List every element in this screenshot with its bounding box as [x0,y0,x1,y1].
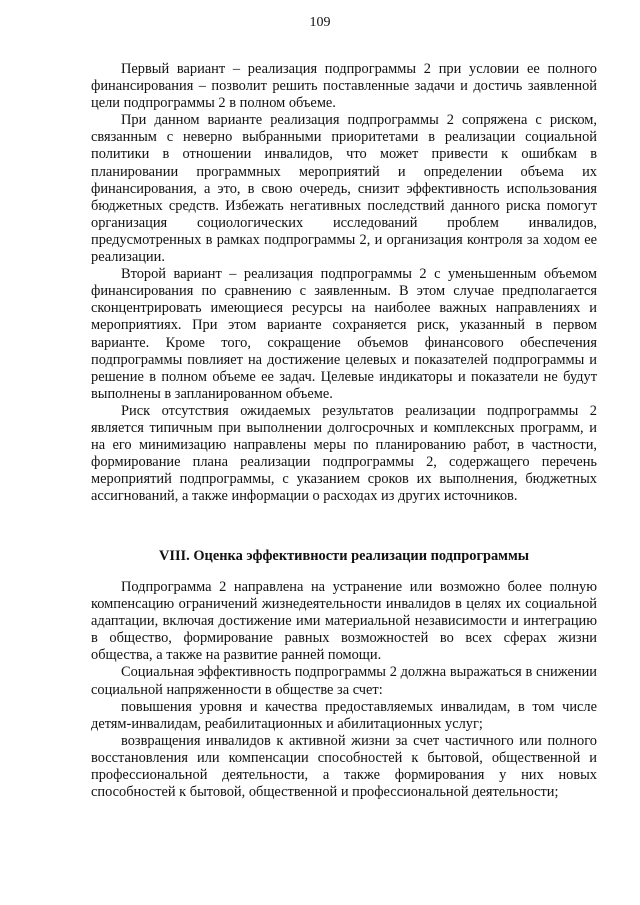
section-heading: VIII. Оценка эффективности реализации подпрограммы [158,548,530,564]
paragraph: При данном варианте реализация подпрограммы 2 сопряжена с риском, связанным с неверно выбранными приоритетами в реализации социальной политики в отношении инвалидов, что может привести к ошибкам в планировании программных мероприятий и определении объема их финансирования, а это, в свою очередь, снизит эффективность использования бюджетных средств. Избежать негативных последствий данного риска помогут организация социологических исследований проблем инвалидов, предусмотренных в рамках подпрограммы 2, и организация контроля за ходом ее реализации. [91,112,597,266]
body-text-top [91,61,597,505]
paragraph: Подпрограмма 2 направлена на устранение или возможно более полную компенсацию ограничений жизнедеятельности инвалидов в целях их социальной адаптации, включая достижение ими материальной независимости и интеграцию в общество, формирование равных возможностей во всех сферах жизни общества, а также на развитие ранней помощи. [91,579,597,664]
body-text-bottom [91,579,597,801]
paragraph: Социальная эффективность подпрограммы 2 должна выражаться в снижении социальной напряженности в обществе за счет: [91,664,597,698]
list-item: повышения уровня и качества предоставляемых инвалидам, в том числе детям-инвалидам, реабилитационных и абилитационных услуг; [91,698,597,732]
paragraph: Первый вариант – реализация подпрограммы 2 при условии ее полного финансирования – позволит решить поставленные задачи и достичь заявленной цели подпрограммы 2 в полном объеме. [91,61,597,112]
list-item: возвращения инвалидов к активной жизни за счет частичного или полного восстановления или компенсации способностей к бытовой, общественной и профессиональной деятельности, а также формирования у них новых способностей к бытовой, общественной и профессиональной деятельности; [91,732,597,801]
paragraph: Риск отсутствия ожидаемых результатов реализации подпрограммы 2 является типичным при выполнении долгосрочных и комплексных программ, и на его минимизацию направлены меры по планированию работ, в частности, формирование плана реализации подпрограммы 2, содержащего перечень мероприятий подпрограммы, с указанием сроков их выполнения, бюджетных ассигнований, а также информации о расходах из других источников. [91,402,597,505]
page-number: 109 [309,15,331,30]
paragraph: Второй вариант – реализация подпрограммы 2 с уменьшенным объемом финансирования по сравнению с заявленным. В этом случае предполагается сконцентрировать имеющиеся ресурсы на наиболее важных направлениях и мероприятиях. При этом варианте сохраняется риск, указанный в первом варианте. Кроме того, сокращение объемов финансового обеспечения подпрограммы повлияет на достижение целевых и показателей подпрограммы и решение в полном объеме ее задач. Целевые индикаторы и показатели не будут выполнены в запланированном объеме. [91,266,597,402]
